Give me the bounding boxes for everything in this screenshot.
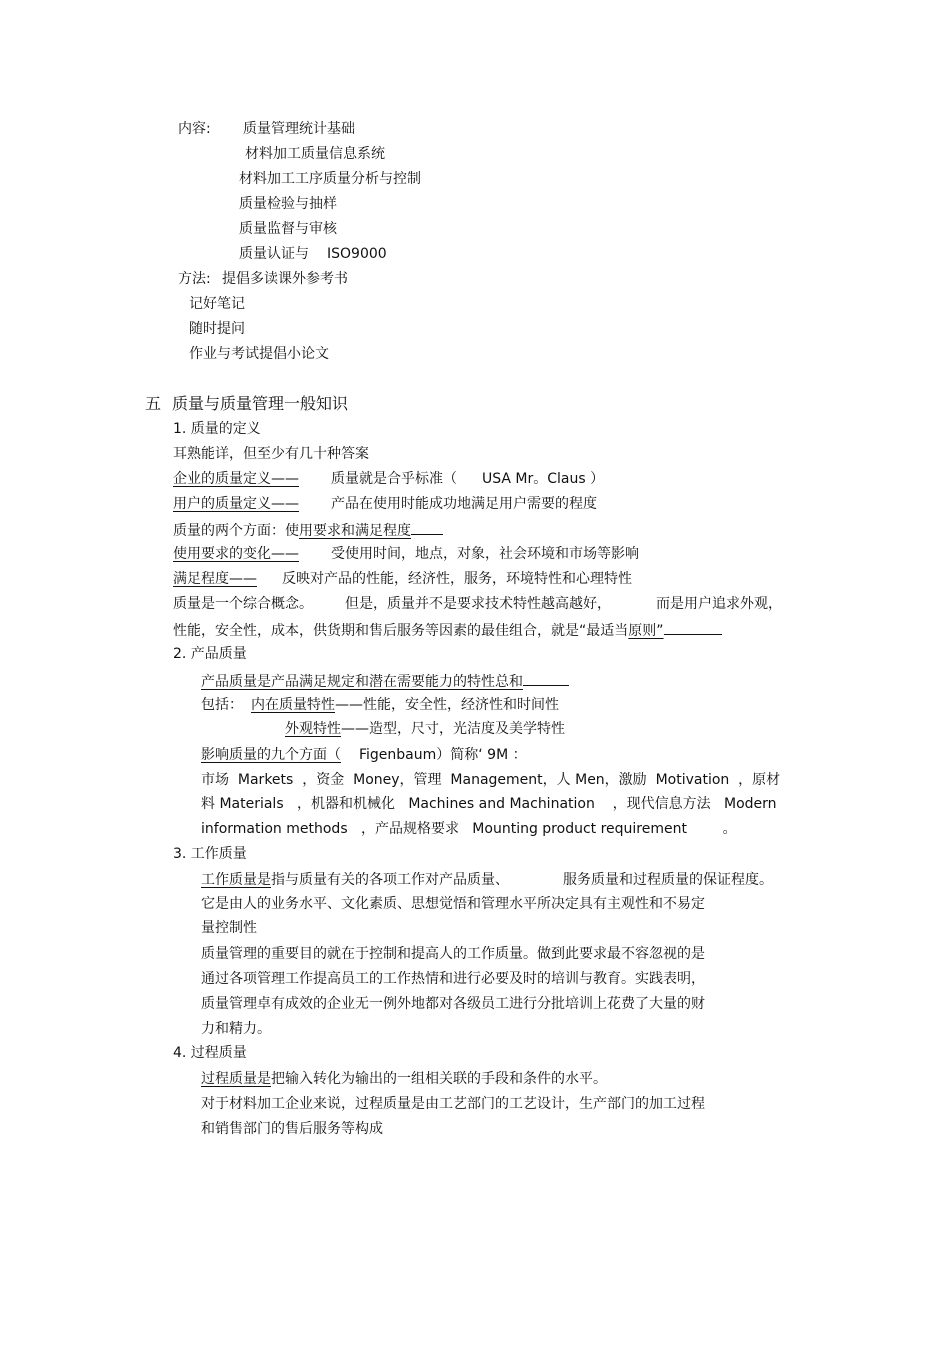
nine-m-underlined: 影响质量的九个方面（ — [201, 747, 341, 763]
dash: —— — [271, 496, 299, 512]
two-aspects-underlined: 用要求和满足程度 — [299, 523, 411, 539]
method-item: 提倡多读课外参考书 — [222, 271, 348, 287]
nine-m-list-line: 市场 Markets ，资金 Money，管理 Management，人 Men，激励 Motivation ，原材 — [201, 772, 781, 788]
inner-quality-label: 内在质量特性 — [251, 697, 335, 713]
include-label: 包括： — [201, 697, 243, 713]
underline-blank — [411, 520, 443, 535]
two-aspects-line — [173, 520, 443, 540]
work-quality-text: 指与质量有关的各项工作对产品质量、 — [271, 872, 509, 888]
process-quality-text: 把输入转化为输出的一组相关联的手段和条件的水平。 — [271, 1071, 607, 1087]
definition-text: 反映对产品的性能，经济性，服务，环境特性和心理特性 — [282, 571, 632, 587]
two-aspects-text: 质量的两个方面：使 — [173, 523, 299, 539]
dash: —— — [271, 471, 299, 487]
content-label: 内容: — [178, 121, 211, 137]
section-title: 质量与质量管理一般知识 — [172, 394, 349, 413]
include-line — [285, 720, 565, 738]
definition-text: 受使用时间，地点，对象，社会环境和市场等影响 — [331, 546, 639, 562]
subsection-title: 1. 质量的定义 — [173, 421, 261, 437]
method-label: 方法: — [178, 271, 211, 287]
nine-m-heading — [201, 746, 527, 764]
section-number: 五 — [145, 394, 162, 413]
nine-m-list-line: information methods ，产品规格要求 Mounting product requirement 。 — [201, 821, 737, 837]
outer-quality-text: ——造型，尺寸，光洁度及美学特性 — [341, 721, 565, 737]
paragraph-line: 量控制性 — [201, 920, 257, 936]
definition-label: 使用要求的变化 — [173, 546, 271, 562]
definition-text: 产品在使用时能成功地满足用户需要的程度 — [331, 496, 597, 512]
definition-line — [173, 545, 299, 563]
paragraph-line: 耳熟能详，但至少有几十种答案 — [173, 446, 369, 462]
work-quality-text: 服务质量和过程质量的保证程度。 — [563, 872, 773, 888]
paragraph-underlined: 原则” — [628, 623, 664, 639]
process-quality-definition — [201, 1070, 607, 1088]
definition-source: USA Mr。Claus ） — [482, 471, 605, 487]
paragraph-line: 和销售部门的售后服务等构成 — [201, 1121, 383, 1137]
definition-line — [173, 495, 299, 513]
method-item: 记好笔记 — [189, 296, 245, 312]
content-item: 材料加工工序质量分析与控制 — [239, 171, 421, 187]
paragraph-line: 它是由人的业务水平、文化素质、思想觉悟和管理水平所决定具有主观性和不易定 — [201, 896, 705, 912]
dash: —— — [229, 571, 257, 587]
content-item: 质量检验与抽样 — [239, 196, 337, 212]
nine-m-text: Figenbaum）简称‘ 9M ： — [359, 747, 527, 763]
paragraph-line: 通过各项管理工作提高员工的工作热情和进行必要及时的培训与教育。实践表明， — [201, 971, 705, 987]
content-item: 材料加工质量信息系统 — [245, 146, 385, 162]
paragraph-line: 而是用户追求外观， — [656, 596, 782, 612]
definition-text: 质量就是合乎标准（ — [331, 471, 457, 487]
underline-blank — [664, 620, 722, 635]
paragraph-line: 但是，质量并不是要求技术特性越高越好， — [345, 596, 611, 612]
definition-label: 用户的质量定义 — [173, 496, 271, 512]
underline-blank — [523, 671, 569, 686]
paragraph-text: 性能，安全性，成本，供货期和售后服务等因素的最佳组合，就是“最适当 — [173, 623, 629, 639]
subsection-title: 4. 过程质量 — [173, 1045, 247, 1061]
definition-underlined: 产品质量是产品满足规定和潜在需要能力的特性总和 — [201, 674, 523, 690]
subsection-title: 3. 工作质量 — [173, 846, 247, 862]
paragraph-line: 对于材料加工企业来说，过程质量是由工艺部门的工艺设计，生产部门的加工过程 — [201, 1096, 705, 1112]
definition-line — [173, 470, 299, 488]
method-item: 作业与考试提倡小论文 — [189, 346, 329, 362]
paragraph-line: 力和精力。 — [201, 1021, 271, 1037]
outer-quality-label: 外观特性 — [285, 721, 341, 737]
content-item: 质量认证与 — [239, 246, 309, 262]
subsection-title: 2. 产品质量 — [173, 646, 247, 662]
paragraph-line — [173, 620, 722, 640]
product-quality-definition — [201, 671, 569, 691]
inner-quality-text: ——性能，安全性，经济性和时间性 — [335, 697, 559, 713]
content-item: 质量监督与审核 — [239, 221, 337, 237]
dash: —— — [271, 546, 299, 562]
paragraph-line: 质量管理卓有成效的企业无一例外地都对各级员工进行分批培训上花费了大量的财 — [201, 996, 705, 1012]
content-item: 质量管理统计基础 — [243, 121, 355, 137]
method-item: 随时提问 — [189, 321, 245, 337]
content-item: ISO9000 — [327, 246, 387, 262]
paragraph-line: 质量是一个综合概念。 — [173, 596, 313, 612]
work-quality-definition — [201, 871, 509, 889]
process-quality-label: 过程质量是 — [201, 1071, 271, 1087]
paragraph-line: 质量管理的重要目的就在于控制和提高人的工作质量。做到此要求最不容忽视的是 — [201, 946, 705, 962]
nine-m-list-line: 料 Materials ，机器和机械化 Machines and Machination ，现代信息方法 Modern — [201, 796, 777, 812]
include-line — [251, 696, 559, 714]
work-quality-label: 工作质量是 — [201, 872, 271, 888]
definition-label: 企业的质量定义 — [173, 471, 271, 487]
definition-line — [173, 570, 257, 588]
definition-label: 满足程度 — [173, 571, 229, 587]
